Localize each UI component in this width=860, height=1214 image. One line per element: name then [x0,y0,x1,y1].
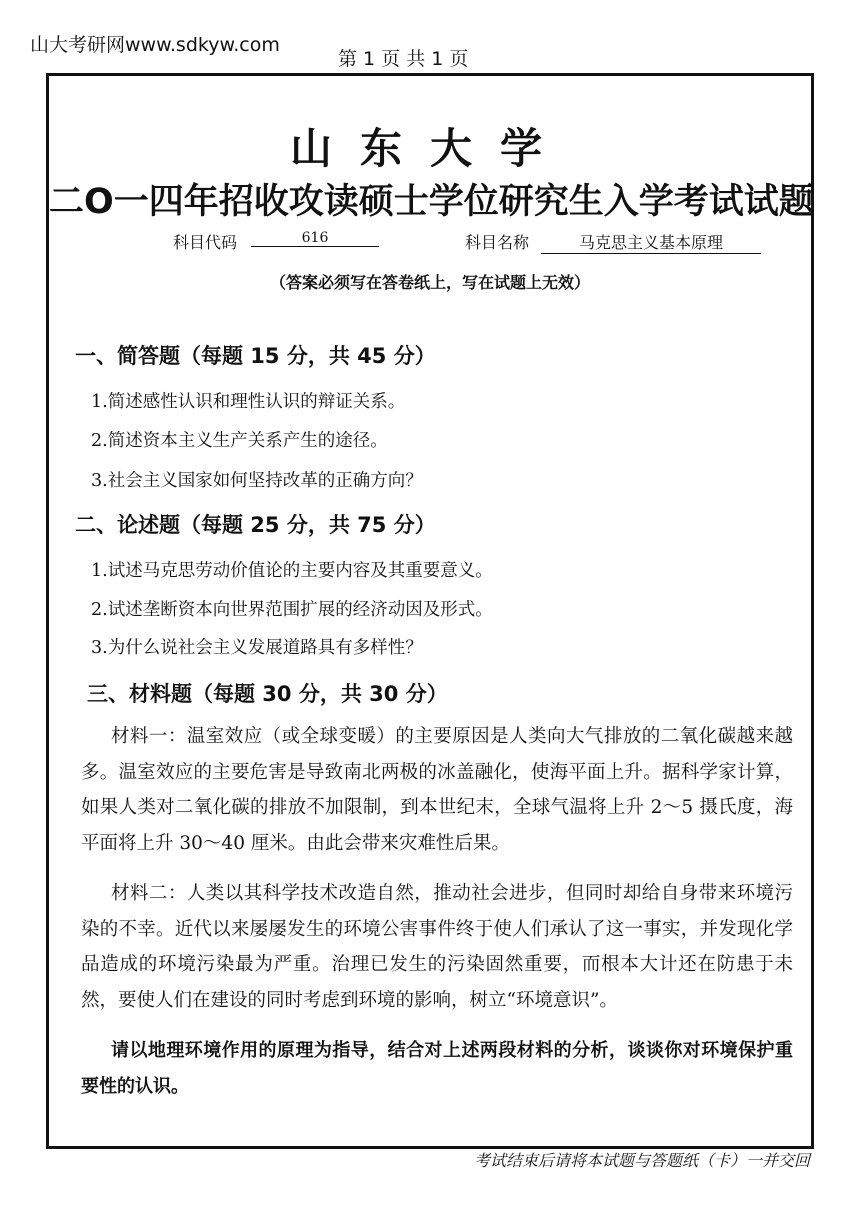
subject-code-label: 科目代码 [173,233,238,252]
question-item: 3.社会主义国家如何坚持改革的正确方向？ [91,471,423,491]
subject-code-value: 616 [251,230,379,247]
footer-instruction: 考试结束后请将本试题与答题纸（卡）一并交回 [473,1151,810,1170]
page-indicator: 第 1 页 共 1 页 [338,48,469,70]
question-item: 2.简述资本主义生产关系产生的途径。 [91,431,388,451]
subject-name-value: 马克思主义基本原理 [541,230,761,254]
question-item: 3.为什么说社会主义发展道路具有多样性？ [91,638,423,658]
section-heading-essay: 二、论述题（每题 25 分，共 75 分） [75,513,436,537]
section-heading-material: 三、材料题（每题 30 分，共 30 分） [87,682,448,706]
exam-title: 二O一四年招收攻读硕士学位研究生入学考试试题 [49,182,814,222]
answer-notice: （答案必须写在答卷纸上，写在试题上无效） [269,273,590,292]
material-paragraph-one: 材料一：温室效应（或全球变暖）的主要原因是人类向大气排放的二氧化碳越来越多。温室效应的主要危害是导致南北两极的冰盖融化，使海平面上升。据科学家计算，如果人类对二氧化碳的排放不加限制，到本世纪末，全球气温将上升 2～5 摄氏度，海平面将上升 30～40 厘米。由此会带来灾难性后果。 [81,726,793,854]
university-title: 山东大学 [289,124,570,173]
question-item: 1.简述感性认识和理性认识的辩证关系。 [91,392,406,412]
section-heading-short-answer: 一、简答题（每题 15 分，共 45 分） [75,344,436,368]
material-question-prompt: 请以地理环境作用的原理为指导，结合对上述两段材料的分析，谈谈你对环境保护重要性的认识。 [81,1040,793,1097]
exam-paper-frame [46,73,814,1149]
site-watermark: 山大考研网www.sdkyw.com [30,34,280,56]
subject-name-label: 科目名称 [465,233,530,252]
question-item: 1.试述马克思劳动价值论的主要内容及其重要意义。 [91,561,493,581]
material-paragraph-two: 材料二：人类以其科学技术改造自然，推动社会进步，但同时却给自身带来环境污染的不幸。近代以来屡屡发生的环境公害事件终于使人们承认了这一事实，并发现化学品造成的环境污染最为严重。治理已发生的污染固然重要，而根本大计还在防患于未然，要使人们在建设的同时考虑到环境的影响，树立“环境意识”。 [81,883,793,1011]
question-item: 2.试述垄断资本向世界范围扩展的经济动因及形式。 [91,600,493,620]
